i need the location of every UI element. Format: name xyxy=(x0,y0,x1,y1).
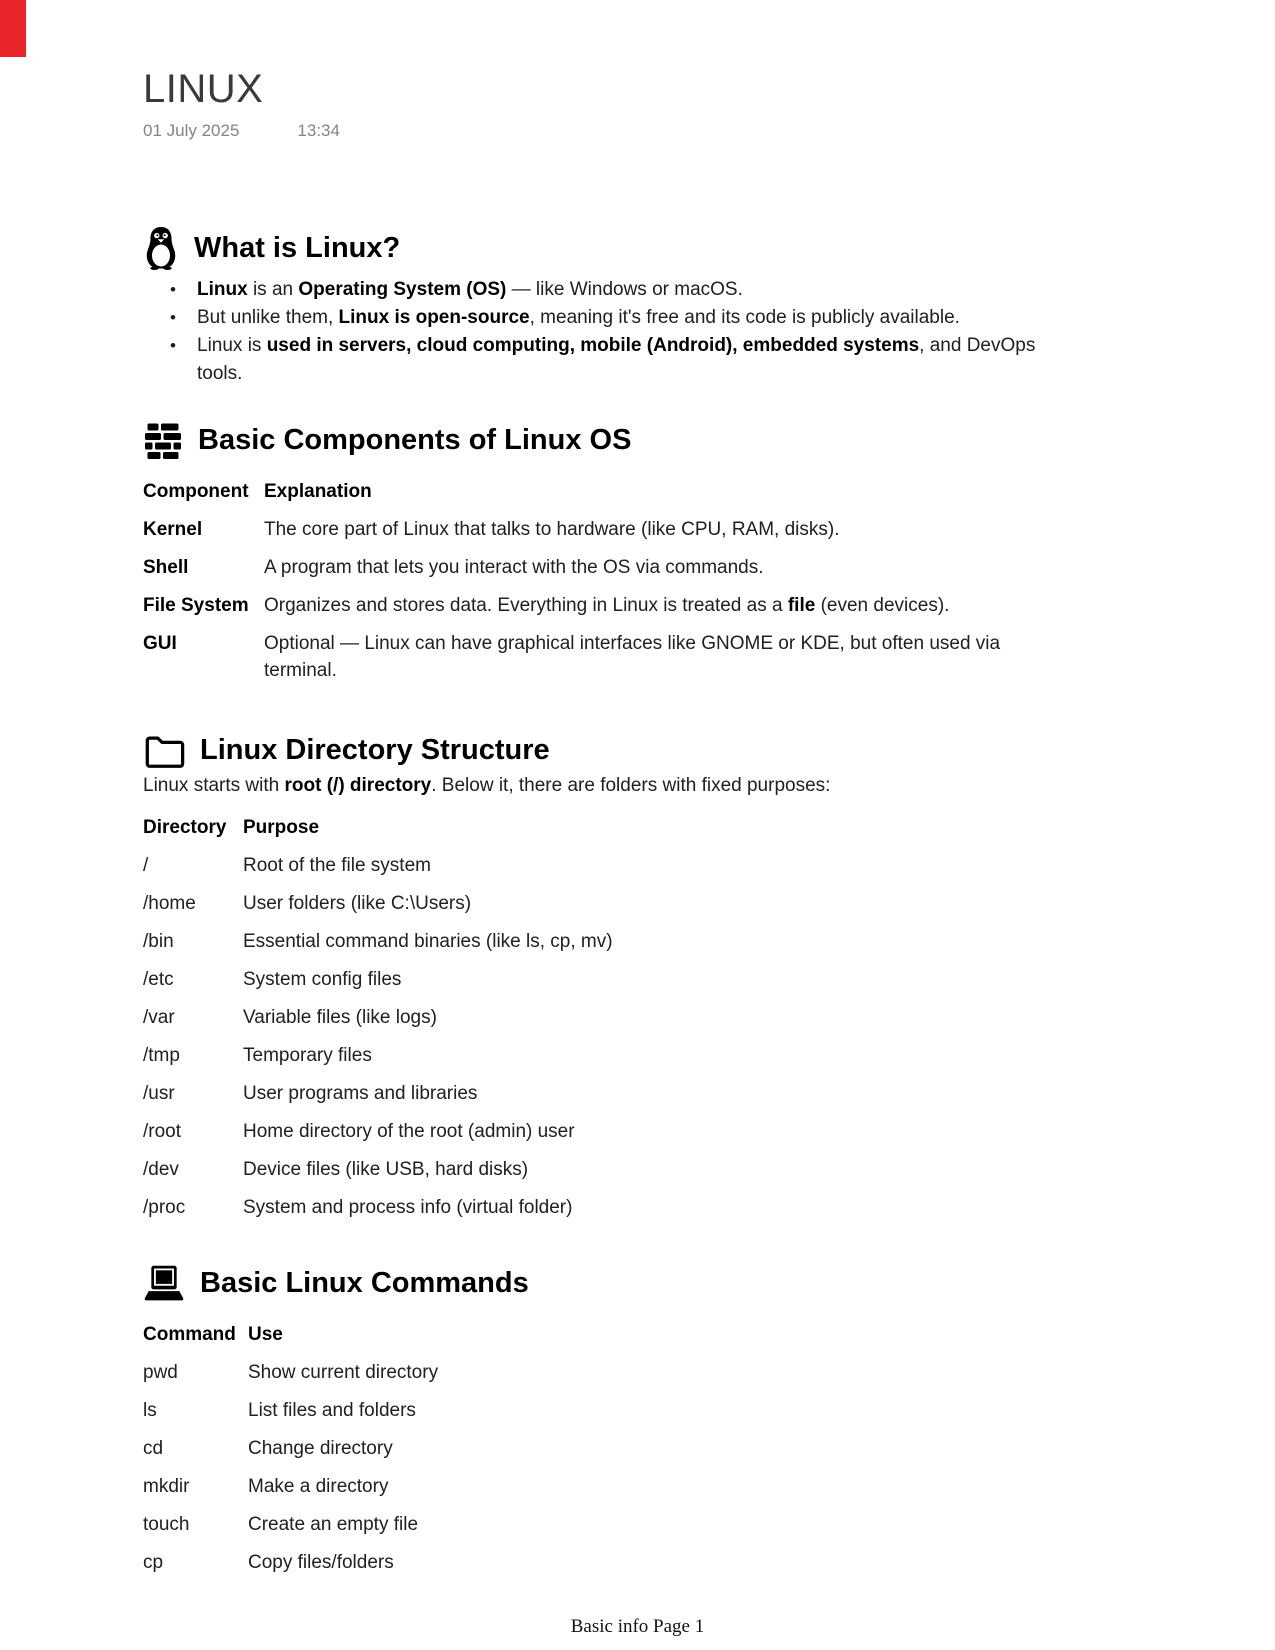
row-key: mkdir xyxy=(143,1476,190,1497)
bullet-text xyxy=(197,332,1055,388)
section-title: Basic Linux Commands xyxy=(200,1267,529,1299)
bullet-marker: • xyxy=(170,336,176,355)
text-run: Essential command binaries (like ls, cp, mv) xyxy=(243,931,613,952)
section-heading-directory-structure xyxy=(143,728,1155,772)
text-run: User programs and libraries xyxy=(243,1083,478,1104)
row-key: /usr xyxy=(143,1083,175,1104)
row-key: cd xyxy=(143,1438,164,1459)
text-run: Change directory xyxy=(248,1438,393,1459)
text-run: Linux is open-source xyxy=(338,307,530,328)
date-time-row xyxy=(143,120,1155,142)
row-key: /proc xyxy=(143,1197,186,1218)
text-run: used in servers, cloud computing, mobile (Android), embedded systems xyxy=(266,335,920,356)
text-run: Operating System (OS) xyxy=(298,279,507,300)
row-value xyxy=(243,1118,1063,1145)
table-row xyxy=(143,630,1155,684)
bullet-text xyxy=(197,304,1055,332)
row-value xyxy=(243,1194,1063,1221)
text-run: Create an empty file xyxy=(248,1514,419,1535)
text-run: is an xyxy=(247,279,299,300)
row-value xyxy=(248,1549,1068,1576)
table-row xyxy=(143,1549,1155,1576)
text-run: file xyxy=(787,595,816,616)
commands-table xyxy=(143,1321,1155,1576)
bullet-text xyxy=(197,276,1055,304)
text-run: The core part of Linux that talks to hardware (like CPU, RAM, disks). xyxy=(264,519,840,540)
text-run: List files and folders xyxy=(248,1400,416,1421)
row-value xyxy=(243,1004,1063,1031)
table-row xyxy=(143,1118,1155,1145)
section-title: What is Linux? xyxy=(194,232,401,264)
table-row xyxy=(143,1511,1155,1538)
components-table xyxy=(143,478,1155,684)
page-footer: Basic info Page 1 xyxy=(570,1616,705,1637)
row-value xyxy=(264,630,1048,684)
row-value xyxy=(248,1359,1068,1386)
row-value xyxy=(264,554,1048,581)
column-header: Directory xyxy=(143,817,227,838)
what-is-linux-bullets xyxy=(170,276,1155,388)
text-run: Root of the file system xyxy=(243,855,431,876)
table-row xyxy=(143,1080,1155,1107)
row-key: /var xyxy=(143,1007,175,1028)
column-header: Explanation xyxy=(264,481,372,502)
text-run: Optional — Linux can have graphical interfaces like GNOME or KDE, but often used via terminal. xyxy=(264,633,1001,681)
text-run: A program that lets you interact with the OS via commands. xyxy=(264,557,764,578)
table-row xyxy=(143,1004,1155,1031)
row-key: Kernel xyxy=(143,519,203,540)
text-run: Organizes and stores data. Everything in Linux is treated as a xyxy=(264,595,788,616)
row-key: /etc xyxy=(143,969,174,990)
penguin-icon xyxy=(143,226,179,270)
row-value xyxy=(243,890,1063,917)
row-value xyxy=(243,1042,1063,1069)
section-heading-what-is-linux xyxy=(143,226,1155,270)
section-heading-basic-components xyxy=(143,418,1155,462)
row-value xyxy=(243,966,1063,993)
text-run: Linux is xyxy=(197,335,267,356)
column-header: Command xyxy=(143,1324,236,1345)
row-key: touch xyxy=(143,1514,190,1535)
bullet-item xyxy=(170,332,1155,388)
text-run: But unlike them, xyxy=(197,307,339,328)
column-header: Purpose xyxy=(243,817,320,838)
row-key: GUI xyxy=(143,633,177,654)
brick-wall-icon xyxy=(143,420,183,460)
text-run: Variable files (like logs) xyxy=(243,1007,437,1028)
table-row xyxy=(143,890,1155,917)
section-heading-basic-commands xyxy=(143,1261,1155,1305)
text-run: Make a directory xyxy=(248,1476,389,1497)
text-run: Linux xyxy=(197,279,248,300)
row-value xyxy=(248,1397,1068,1424)
row-key: Shell xyxy=(143,557,189,578)
row-value xyxy=(248,1435,1068,1462)
text-run: Home directory of the root (admin) user xyxy=(243,1121,575,1142)
directory-intro xyxy=(143,774,1043,798)
table-row xyxy=(143,1194,1155,1221)
table-row xyxy=(143,554,1155,581)
text-run: System config files xyxy=(243,969,402,990)
bullet-item xyxy=(170,276,1155,304)
text-run: Show current directory xyxy=(248,1362,439,1383)
table-row xyxy=(143,592,1155,619)
table-row xyxy=(143,1397,1155,1424)
red-corner-marker xyxy=(0,0,26,57)
table-header-row xyxy=(143,1321,1155,1348)
page-date: 01 July 2025 xyxy=(143,121,240,140)
table-header-row xyxy=(143,814,1155,841)
section-title: Basic Components of Linux OS xyxy=(198,424,632,456)
column-header: Use xyxy=(248,1324,283,1345)
table-row xyxy=(143,852,1155,879)
row-value xyxy=(264,516,1048,543)
text-run: Copy files/folders xyxy=(248,1552,394,1573)
text-run: . Below it, there are folders with fixed purposes: xyxy=(431,775,831,796)
table-row xyxy=(143,1156,1155,1183)
row-value xyxy=(243,928,1063,955)
row-key: /dev xyxy=(143,1159,179,1180)
bullet-marker: • xyxy=(170,280,176,299)
bullet-item xyxy=(170,304,1155,332)
row-value xyxy=(248,1473,1068,1500)
text-run: System and process info (virtual folder) xyxy=(243,1197,573,1218)
directories-table xyxy=(143,814,1155,1221)
page-time: 13:34 xyxy=(297,121,340,140)
folder-icon xyxy=(143,732,185,769)
text-run: , meaning it's free and its code is publicly available. xyxy=(529,307,960,328)
table-row xyxy=(143,516,1155,543)
row-value xyxy=(243,1080,1063,1107)
row-key: /tmp xyxy=(143,1045,180,1066)
row-value xyxy=(248,1511,1068,1538)
row-key: pwd xyxy=(143,1362,178,1383)
table-row xyxy=(143,1042,1155,1069)
text-run: User folders (like C:\Users) xyxy=(243,893,472,914)
text-run: (even devices). xyxy=(815,595,950,616)
table-row xyxy=(143,1359,1155,1386)
row-key: cp xyxy=(143,1552,164,1573)
row-value xyxy=(243,852,1063,879)
text-run: Linux starts with xyxy=(143,775,285,796)
row-key: / xyxy=(143,855,149,876)
text-run: Temporary files xyxy=(243,1045,372,1066)
section-title: Linux Directory Structure xyxy=(200,734,550,766)
row-value xyxy=(264,592,1048,619)
bullet-marker: • xyxy=(170,308,176,327)
text-run: root (/) directory xyxy=(284,775,432,796)
page-title: LINUX xyxy=(143,67,264,111)
row-key: /bin xyxy=(143,931,174,952)
table-row xyxy=(143,966,1155,993)
row-key: File System xyxy=(143,595,249,616)
text-run: Device files (like USB, hard disks) xyxy=(243,1159,529,1180)
row-key: /home xyxy=(143,893,196,914)
text-run: , and DevOps tools. xyxy=(197,335,1036,384)
row-key: /root xyxy=(143,1121,182,1142)
table-header-row xyxy=(143,478,1155,505)
laptop-icon xyxy=(143,1264,185,1302)
row-value xyxy=(243,1156,1063,1183)
column-header: Component xyxy=(143,481,249,502)
table-row xyxy=(143,928,1155,955)
table-row xyxy=(143,1435,1155,1462)
row-key: ls xyxy=(143,1400,157,1421)
table-row xyxy=(143,1473,1155,1500)
text-run: — like Windows or macOS. xyxy=(506,279,743,300)
